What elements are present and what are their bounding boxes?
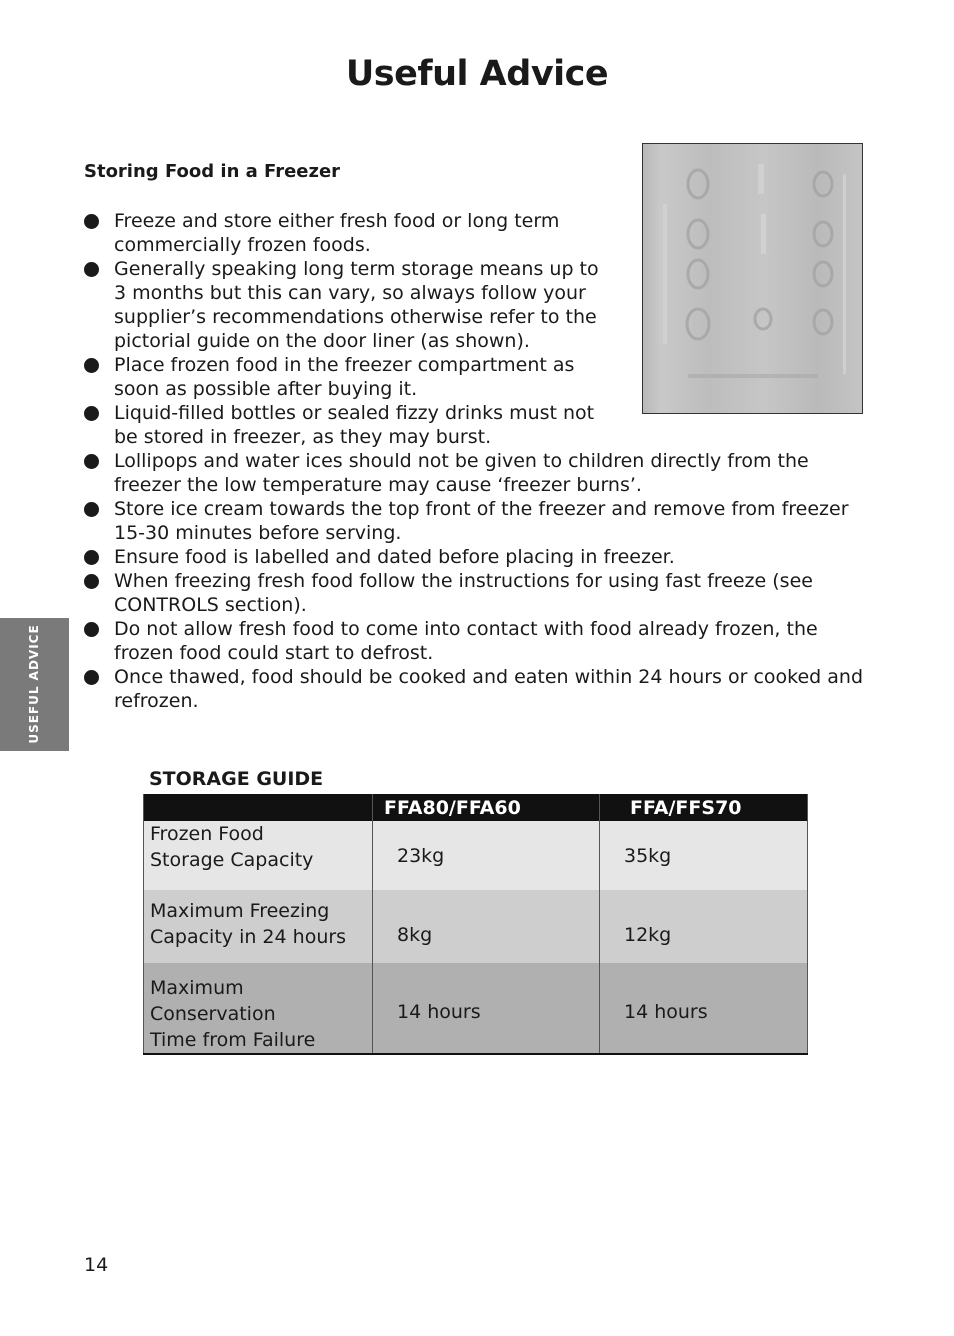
value-cell: 8kg: [373, 890, 600, 963]
list-item: When freezing fresh food follow the instructions for using fast freeze (see CONTROLS section).: [84, 569, 864, 617]
value-cell: 35kg: [600, 821, 808, 890]
bullet-icon: [84, 550, 99, 565]
list-item: Do not allow fresh food to come into contact with food already frozen, the frozen food could start to defrost.: [84, 617, 864, 665]
list-item: Once thawed, food should be cooked and eaten within 24 hours or cooked and refrozen.: [84, 665, 864, 713]
bullet-icon: [84, 574, 99, 589]
bullet-icon: [84, 454, 99, 469]
page-number: 14: [84, 1254, 109, 1276]
list-item: Liquid-filled bottles or sealed fizzy drinks must not be stored in freezer, as they may burst.: [84, 401, 604, 449]
column-header-label: [144, 794, 373, 821]
list-item: Place frozen food in the freezer compartment as soon as possible after buying it.: [84, 353, 604, 401]
storage-guide-table: [143, 794, 808, 1055]
side-tab-label: USEFUL ADVICE: [27, 624, 41, 744]
bullet-icon: [84, 670, 99, 685]
table-row: [144, 963, 808, 1054]
row-label-cell: Maximum Conservation Time from Failure: [144, 963, 373, 1054]
bullet-icon: [84, 358, 99, 373]
row-label-cell: Maximum Freezing Capacity in 24 hours: [144, 890, 373, 963]
value-cell: 14 hours: [600, 963, 808, 1054]
list-item: Ensure food is labelled and dated before placing in freezer.: [84, 545, 864, 569]
list-item: Lollipops and water ices should not be given to children directly from the freezer the low temperature may cause ‘freezer burns’.: [84, 449, 864, 497]
value-cell: 12kg: [600, 890, 808, 963]
page-title: Useful Advice: [345, 54, 609, 94]
bullet-icon: [84, 214, 99, 229]
section-side-tab: [0, 618, 69, 751]
value-cell: 14 hours: [373, 963, 600, 1054]
storage-guide-title: STORAGE GUIDE: [149, 768, 324, 790]
bullet-icon: [84, 406, 99, 421]
bullet-icon: [84, 502, 99, 517]
value-cell: 23kg: [373, 821, 600, 890]
list-item: Freeze and store either fresh food or long term commercially frozen foods.: [84, 209, 604, 257]
bullet-icon: [84, 262, 99, 277]
freezer-tips-list: [84, 209, 864, 713]
table-header-row: [144, 794, 808, 821]
table-row: [144, 821, 808, 890]
list-item: Generally speaking long term storage means up to 3 months but this can vary, so always follow your supplier’s recommendations otherwise refer to the pictorial guide on the door liner (as shown).: [84, 257, 604, 353]
table-row: [144, 890, 808, 963]
column-header-model-a: FFA80/FFA60: [373, 794, 600, 821]
row-label-cell: Frozen Food Storage Capacity: [144, 821, 373, 890]
section-heading: Storing Food in a Freezer: [84, 161, 341, 182]
bullet-icon: [84, 622, 99, 637]
list-item: Store ice cream towards the top front of the freezer and remove from freezer 15-30 minutes before serving.: [84, 497, 864, 545]
column-header-model-b: FFA/FFS70: [600, 794, 808, 821]
